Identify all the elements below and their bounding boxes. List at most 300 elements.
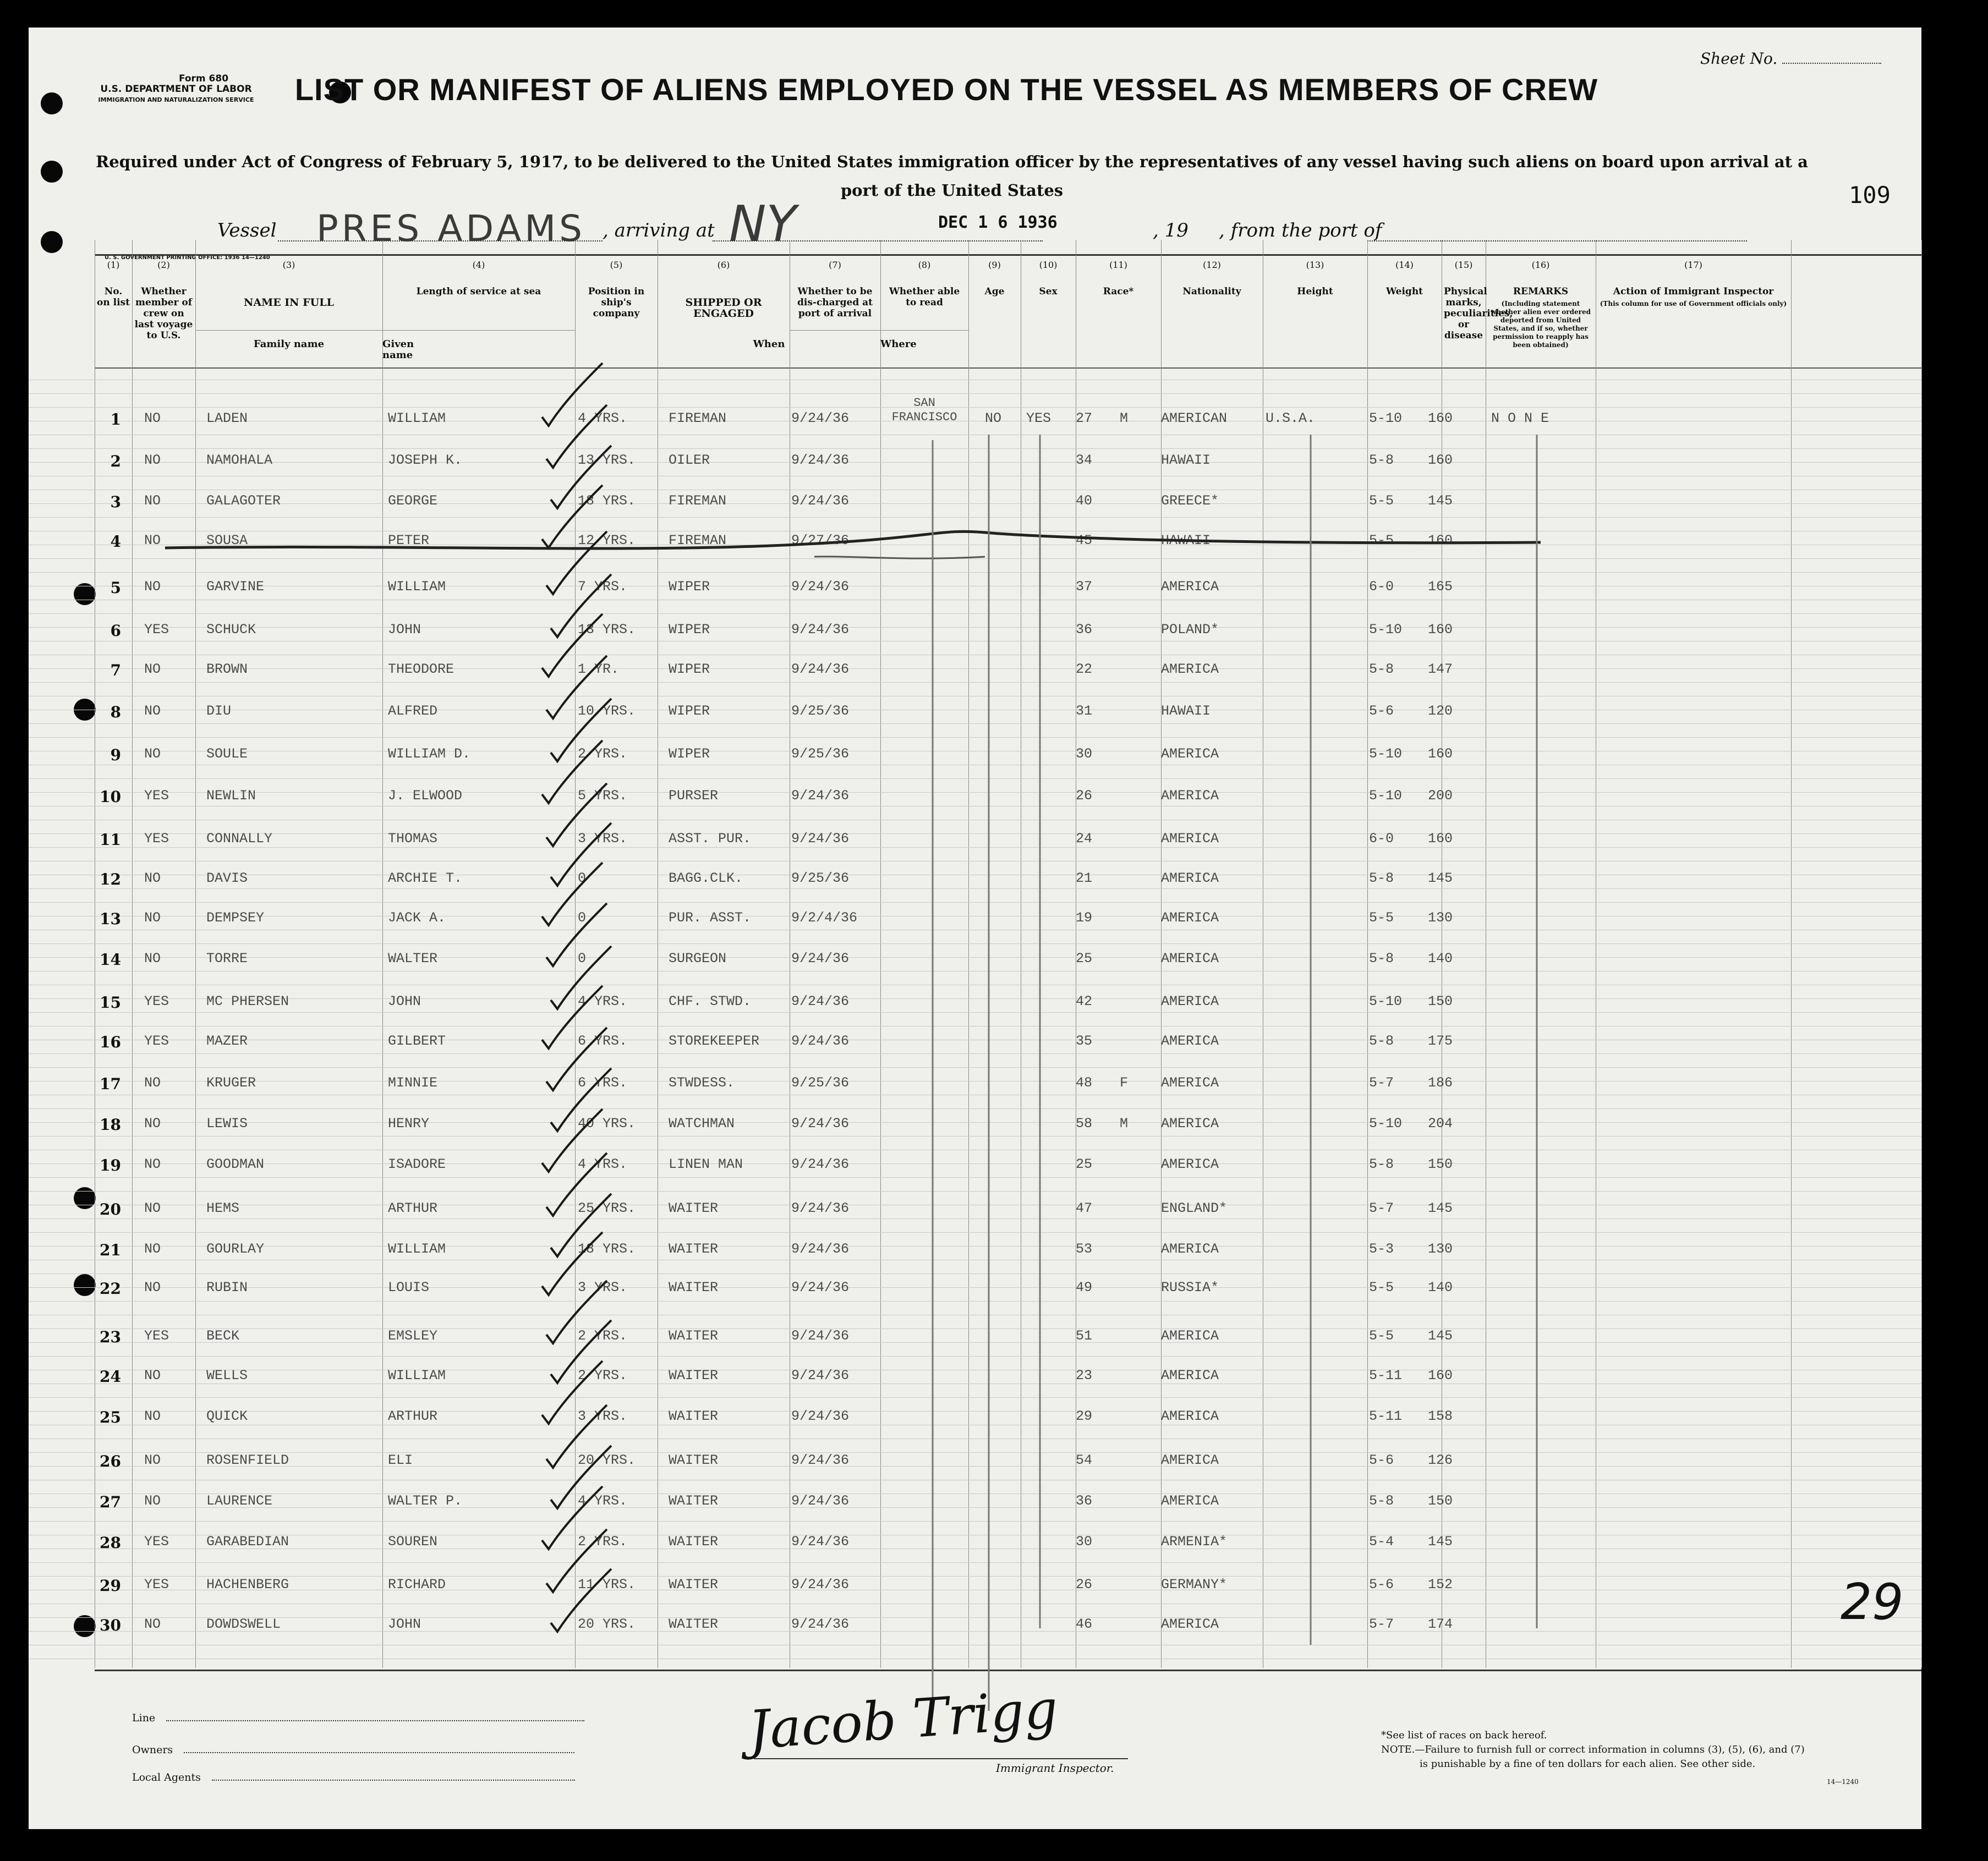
year-label: , 19 [1153, 219, 1189, 241]
cell-given: WILLIAM D. [388, 746, 471, 762]
cell-prev: NO [144, 1493, 161, 1509]
cell-position: FIREMAN [669, 410, 727, 426]
cell-given: JOHN [388, 1616, 421, 1632]
inspector-signature: Jacob Trigg [746, 1678, 1060, 1761]
cell-given: JACK A. [388, 910, 446, 926]
cell-no: 24 [100, 1368, 121, 1386]
page-number: 109 [1849, 182, 1891, 208]
cell-weight: 120 [1428, 703, 1453, 719]
cell-age: 35 [1076, 1033, 1093, 1049]
cell-position: WAITER [669, 1616, 719, 1632]
cell-service: 2 YRS. [578, 1368, 628, 1384]
cell-service: 5 YRS. [578, 788, 628, 804]
cell-position: WAITER [669, 1577, 719, 1593]
check-mark [551, 1446, 611, 1508]
cell-no: 7 [110, 661, 121, 679]
gpo-imprint: U. S. GOVERNMENT PRINTING OFFICE: 1936 14—1240 [105, 255, 270, 261]
cell-prev: NO [144, 1200, 161, 1216]
cell-height: 5-11 [1369, 1408, 1403, 1424]
column-header: Length of service at sea [416, 286, 541, 297]
column-number: (16) [1531, 260, 1550, 270]
cell-race: AMERICA [1161, 951, 1219, 967]
cell-position: BAGG.CLK. [669, 870, 743, 886]
cell-prev: YES [144, 1033, 169, 1049]
cell-service: 20 YRS. [578, 1452, 636, 1468]
cell-when: 9/24/36 [791, 661, 850, 677]
cell-given: WILLIAM [388, 1241, 446, 1257]
form-number: Form 680 [178, 73, 229, 84]
cell-no: 11 [100, 831, 121, 849]
cell-family: SCHUCK [206, 622, 256, 638]
subtitle-line-2: port of the United States [840, 181, 1064, 200]
cell-height: 5-8 [1369, 452, 1394, 468]
cell-age: 34 [1076, 452, 1093, 468]
check-mark [546, 903, 607, 966]
cell-when: 9/25/36 [791, 870, 850, 886]
cell-no: 28 [100, 1534, 121, 1552]
column-header: Weight [1385, 286, 1423, 297]
cell-age: 26 [1076, 1577, 1093, 1593]
cell-race: AMERICA [1161, 1616, 1219, 1632]
footer-line-field [132, 1712, 584, 1724]
cell-weight: 160 [1428, 410, 1453, 426]
column-subheader: Family name [253, 338, 325, 350]
cell-given: PETER [388, 533, 430, 548]
cell-prev: NO [144, 1616, 161, 1632]
cell-given: JOHN [388, 622, 421, 638]
column-number: (1) [107, 260, 120, 270]
cell-weight: 130 [1428, 1241, 1453, 1257]
cell-position: WATCHMAN [669, 1116, 735, 1132]
cell-given: MINNIE [388, 1075, 438, 1091]
cell-service: 4 YRS. [578, 1493, 628, 1509]
cell-height: 5-10 [1369, 993, 1403, 1009]
cell-when: 9/24/36 [791, 788, 850, 804]
cell-weight: 160 [1428, 533, 1453, 548]
cell-service: 2 YRS. [578, 1328, 628, 1344]
cell-position: PUR. ASST. [669, 910, 752, 926]
cell-service: 18 YRS. [578, 493, 636, 509]
cell-no: 15 [100, 993, 121, 1012]
arriving-port: NY [729, 195, 797, 253]
cell-service: 11 YRS. [578, 1577, 636, 1593]
cell-service: 3 YRS. [578, 831, 628, 847]
cell-position: STWDESS. [669, 1075, 735, 1091]
cell-family: CONNALLY [206, 831, 273, 847]
cell-prev: NO [144, 579, 161, 595]
cell-given: JOHN [388, 993, 421, 1009]
cell-height: 5-8 [1369, 1156, 1394, 1172]
cell-given: GEORGE [388, 493, 438, 509]
cell-given: SOUREN [388, 1534, 438, 1550]
cell-when: 9/27/36 [791, 533, 850, 548]
cell-service: 6 YRS. [578, 1075, 628, 1091]
cell-no: 22 [100, 1280, 121, 1298]
cell-family: GOODMAN [206, 1156, 265, 1172]
cell-prev: YES [144, 831, 169, 847]
cell-position: WAITER [669, 1200, 719, 1216]
cell-weight: 145 [1428, 493, 1453, 509]
column-subheader: Where [880, 338, 917, 350]
cell-age: 26 [1076, 788, 1093, 804]
cell-height: 5-6 [1369, 1577, 1394, 1593]
cell-height: 5-10 [1369, 622, 1403, 638]
cell-service: 0 [578, 870, 587, 886]
column-header: No. on list [97, 286, 130, 308]
cell-race: AMERICA [1161, 1241, 1219, 1257]
check-mark [542, 485, 603, 548]
cell-no: 1 [110, 410, 121, 429]
cell-service: 40 YRS. [578, 1116, 636, 1132]
check-mark [542, 740, 603, 803]
cell-given: WILLIAM [388, 410, 446, 426]
cell-service: 2 YRS. [578, 1534, 628, 1550]
cell-position: WAITER [669, 1368, 719, 1384]
cell-given: LOUIS [388, 1280, 430, 1295]
cell-family: GARVINE [206, 579, 265, 595]
cell-family: LAURENCE [206, 1493, 273, 1509]
cell-race: AMERICA [1161, 788, 1219, 804]
cell-weight: 160 [1428, 831, 1453, 847]
column-number: (5) [610, 260, 623, 270]
cell-weight: 147 [1428, 661, 1453, 677]
cell-service: 3 YRS. [578, 1280, 628, 1295]
cell-prev: YES [144, 1534, 169, 1550]
cell-when: 9/24/36 [791, 1577, 850, 1593]
cell-when: 9/24/36 [791, 1408, 850, 1424]
cell-age: 24 [1076, 831, 1093, 847]
cell-prev: YES [144, 788, 169, 804]
cell-race: AMERICAN [1161, 410, 1228, 426]
cell-no: 29 [100, 1577, 121, 1595]
cell-race: AMERICA [1161, 661, 1219, 677]
cell-when: 9/24/36 [791, 622, 850, 638]
check-mark [551, 1569, 611, 1632]
cell-service: 1 YR. [578, 661, 620, 677]
cell-race: AMERICA [1161, 870, 1219, 886]
check-mark [542, 614, 603, 677]
cell-age: 36 [1076, 622, 1093, 638]
cell-given: ELI [388, 1452, 413, 1468]
cell-age: 42 [1076, 993, 1093, 1009]
cell-no: 13 [100, 910, 121, 928]
cell-given: ARTHUR [388, 1408, 438, 1424]
cell-position: OILER [669, 452, 710, 468]
cell-when: 9/24/36 [791, 493, 850, 509]
cell-prev: NO [144, 1075, 161, 1091]
cell-weight: 145 [1428, 1328, 1453, 1344]
column-header: Sex [1039, 286, 1058, 297]
cell-weight: 152 [1428, 1577, 1453, 1593]
cell-no: 2 [110, 452, 121, 470]
column-header: Race* [1103, 286, 1134, 297]
cell-service: 2 YRS. [578, 746, 628, 762]
column-header: Nationality [1182, 286, 1241, 297]
column-number: (15) [1454, 260, 1473, 270]
manifest-title: LIST OR MANIFEST OF ALIENS EMPLOYED ON THE VESSEL AS MEMBERS OF CREW [294, 72, 1598, 107]
cell-family: BECK [206, 1328, 240, 1344]
column-subheader: (This column for use of Government officials only) [1600, 300, 1787, 308]
column-subheader: (Including statement whether alien ever ordered deported from United States, and if so, whether permission to reapply has been obtained) [1491, 300, 1591, 349]
cell-no: 14 [100, 951, 121, 969]
inspector-label: Immigrant Inspector. [996, 1761, 1114, 1775]
cell-when: 9/24/36 [791, 993, 850, 1009]
cell-weight: 200 [1428, 788, 1453, 804]
cell-service: 10 YRS. [578, 703, 636, 719]
cell-age: 22 [1076, 661, 1093, 677]
cell-no: 21 [100, 1241, 121, 1259]
cell-height: 5-8 [1369, 1033, 1394, 1049]
cell-position: SURGEON [669, 951, 727, 967]
column-header: Height [1297, 286, 1333, 297]
cell-prev: YES [144, 622, 169, 638]
check-mark [542, 1232, 603, 1295]
cell-race: GREECE* [1161, 493, 1219, 509]
column-header: REMARKS [1513, 286, 1569, 297]
cell-prev: NO [144, 870, 161, 886]
cell-age: 29 [1076, 1408, 1093, 1424]
cell-prev: NO [144, 493, 161, 509]
cell-family: QUICK [206, 1408, 248, 1424]
column-number: (3) [282, 260, 295, 270]
cell-height: 5-11 [1369, 1368, 1403, 1384]
cell-weight: 186 [1428, 1075, 1453, 1091]
cell-race: AMERICA [1161, 579, 1219, 595]
cell-prev: YES [144, 1328, 169, 1344]
column-number: (8) [918, 260, 931, 270]
cell-sex: M [1120, 1116, 1129, 1132]
cell-prev: NO [144, 703, 161, 719]
cell-family: ROSENFIELD [206, 1452, 289, 1468]
cell-height: 5-7 [1369, 1616, 1394, 1632]
cell-height: 6-0 [1369, 831, 1394, 847]
cell-position: WAITER [669, 1280, 719, 1295]
cell-height: 5-10 [1369, 1116, 1403, 1132]
column-number: (2) [157, 260, 170, 270]
column-header: Whether able to read [889, 286, 960, 308]
check-mark [542, 986, 603, 1048]
cell-race: AMERICA [1161, 1075, 1219, 1091]
cell-when: 9/24/36 [791, 1033, 850, 1049]
cell-prev: NO [144, 1241, 161, 1257]
cell-weight: 150 [1428, 1156, 1453, 1172]
cell-weight: 145 [1428, 1534, 1453, 1550]
cell-height: 5-8 [1369, 661, 1394, 677]
cell-height: 5-6 [1369, 1452, 1394, 1468]
cell-height: 5-4 [1369, 1534, 1394, 1550]
cell-prev: NO [144, 1408, 161, 1424]
cell-service: 0 [578, 951, 587, 967]
cell-position: WAITER [669, 1534, 719, 1550]
cell-when: 9/24/36 [791, 579, 850, 595]
cell-age: 58 [1076, 1116, 1093, 1132]
cell-age: 21 [1076, 870, 1093, 886]
cell-when: 9/24/36 [791, 1368, 850, 1384]
cell-family: MAZER [206, 1033, 248, 1049]
column-number: (6) [717, 260, 730, 270]
cell-when: 9/24/36 [791, 1116, 850, 1132]
cell-prev: NO [144, 951, 161, 967]
cell-when: 9/24/36 [791, 1156, 850, 1172]
cell-no: 3 [110, 493, 121, 511]
column-header: NAME IN FULL [244, 297, 334, 309]
cell-when: 9/24/36 [791, 1328, 850, 1344]
cell-given: WALTER [388, 951, 438, 967]
cell-service: 13 YRS. [578, 622, 636, 638]
cell-no: 8 [110, 703, 121, 721]
cell-age: 45 [1076, 533, 1093, 548]
cell-height: 5-10 [1369, 410, 1403, 426]
cell-age: 47 [1076, 1200, 1093, 1216]
cell-weight: 130 [1428, 910, 1453, 926]
cell-prev: NO [144, 661, 161, 677]
cell-position: WIPER [669, 746, 710, 762]
column-number: (12) [1203, 260, 1221, 270]
cell-service: 18 YRS. [578, 1241, 636, 1257]
column-number: (13) [1306, 260, 1324, 270]
cell-service: 0 [578, 910, 587, 926]
cell-position: PURSER [669, 788, 719, 804]
cell-no: 12 [100, 870, 121, 888]
cell-position: WAITER [669, 1452, 719, 1468]
cell-age: 25 [1076, 1156, 1093, 1172]
cell-read: YES [1026, 410, 1051, 426]
cell-given: J. ELWOOD [388, 788, 463, 804]
cell-weight: 158 [1428, 1408, 1453, 1424]
cell-race: POLAND* [1161, 622, 1219, 638]
cell-no: 17 [100, 1075, 121, 1093]
cell-family: MC PHERSEN [206, 993, 289, 1009]
cell-race: HAWAII [1161, 703, 1211, 719]
cell-age: 31 [1076, 703, 1093, 719]
cell-no: 5 [110, 579, 121, 597]
cell-family: HEMS [206, 1200, 240, 1216]
cell-weight: 175 [1428, 1033, 1453, 1049]
cell-family: GALAGOTER [206, 493, 281, 509]
cell-race: HAWAII [1161, 452, 1211, 468]
footer-owners-field [132, 1744, 574, 1756]
form-service: IMMIGRATION AND NATURALIZATION SERVICE [98, 96, 254, 103]
cell-family: DAVIS [206, 870, 248, 886]
cell-given: THEODORE [388, 661, 454, 677]
cell-service: 12 YRS. [578, 533, 636, 548]
cell-when: 9/24/36 [791, 452, 850, 468]
cell-family: DEMPSEY [206, 910, 265, 926]
cell-position: WIPER [669, 622, 710, 638]
cell-when: 9/25/36 [791, 703, 850, 719]
cell-age: 23 [1076, 1368, 1093, 1384]
cell-family: SOULE [206, 746, 248, 762]
arriving-label: , arriving at [603, 219, 715, 241]
cell-weight: 160 [1428, 622, 1453, 638]
cell-family: KRUGER [206, 1075, 256, 1091]
column-number: (7) [829, 260, 841, 270]
cell-race: AMERICA [1161, 1116, 1219, 1132]
column-number: (9) [988, 260, 1001, 270]
cell-prev: NO [144, 1116, 161, 1132]
cell-prev: NO [144, 910, 161, 926]
cell-position: WIPER [669, 661, 710, 677]
cell-marks: N O N E [1491, 410, 1549, 426]
cell-when: 9/24/36 [791, 951, 850, 967]
agents-label: Local Agents [132, 1771, 201, 1783]
cell-position: FIREMAN [669, 493, 727, 509]
check-mark [551, 1194, 611, 1256]
cell-height: 5-5 [1369, 493, 1394, 509]
cell-race: AMERICA [1161, 1368, 1219, 1384]
cell-height: 5-8 [1369, 951, 1394, 967]
cell-age: 37 [1076, 579, 1093, 595]
cell-race: ENGLAND* [1161, 1200, 1228, 1216]
cell-height: 5-8 [1369, 1493, 1394, 1509]
cell-no: 23 [100, 1328, 121, 1346]
cell-prev: NO [144, 452, 161, 468]
date-stamp: DEC 1 6 1936 [938, 213, 1058, 232]
form-department: U.S. DEPARTMENT OF LABOR [100, 84, 252, 95]
check-mark [542, 1361, 603, 1424]
cell-family: WELLS [206, 1368, 248, 1384]
cell-position: FIREMAN [669, 533, 727, 548]
cell-no: 20 [100, 1200, 121, 1218]
cell-when: 9/24/36 [791, 1493, 850, 1509]
cell-service: 6 YRS. [578, 1033, 628, 1049]
cell-race: AMERICA [1161, 831, 1219, 847]
cell-age: 27 [1076, 410, 1093, 426]
check-mark [546, 531, 607, 594]
cell-given: ISADORE [388, 1156, 446, 1172]
column-number: (11) [1109, 260, 1127, 270]
cell-given: ALFRED [388, 703, 438, 719]
cell-prev: NO [144, 1280, 161, 1295]
column-header: Age [984, 286, 1005, 297]
cell-given: ARCHIE T. [388, 870, 463, 886]
tally-count: 29 [1841, 1573, 1904, 1631]
cell-weight: 145 [1428, 1200, 1453, 1216]
cell-height: 5-10 [1369, 746, 1403, 762]
cell-height: 5-6 [1369, 703, 1394, 719]
check-mark [551, 1320, 611, 1383]
cell-position: CHF. STWD. [669, 993, 752, 1009]
line-label: Line [132, 1712, 156, 1724]
cell-prev: YES [144, 1577, 169, 1593]
cell-age: 25 [1076, 951, 1093, 967]
check-mark [542, 1486, 603, 1549]
cell-prev: NO [144, 746, 161, 762]
footer-notes [1381, 1728, 1805, 1771]
cell-age: 30 [1076, 1534, 1093, 1550]
cell-race: AMERICA [1161, 1452, 1219, 1468]
check-mark [542, 1109, 603, 1172]
footer-agents-field [132, 1771, 575, 1783]
cell-position: WIPER [669, 579, 710, 595]
cell-age: 30 [1076, 746, 1093, 762]
cell-height: 6-0 [1369, 579, 1394, 595]
cell-when: 9/24/36 [791, 410, 850, 426]
cell-age: 40 [1076, 493, 1093, 509]
cell-when: 9/24/36 [791, 831, 850, 847]
cell-weight: 150 [1428, 1493, 1453, 1509]
cell-family: HACHENBERG [206, 1577, 289, 1593]
cell-prev: NO [144, 1368, 161, 1384]
cell-prev: NO [144, 1156, 161, 1172]
cell-family: DOWDSWELL [206, 1616, 281, 1632]
cell-prev: YES [144, 993, 169, 1009]
column-number: (14) [1395, 260, 1414, 270]
cell-prev: NO [144, 533, 161, 548]
cell-given: THOMAS [388, 831, 438, 847]
cell-family: GOURLAY [206, 1241, 265, 1257]
cell-family: BROWN [206, 661, 248, 677]
